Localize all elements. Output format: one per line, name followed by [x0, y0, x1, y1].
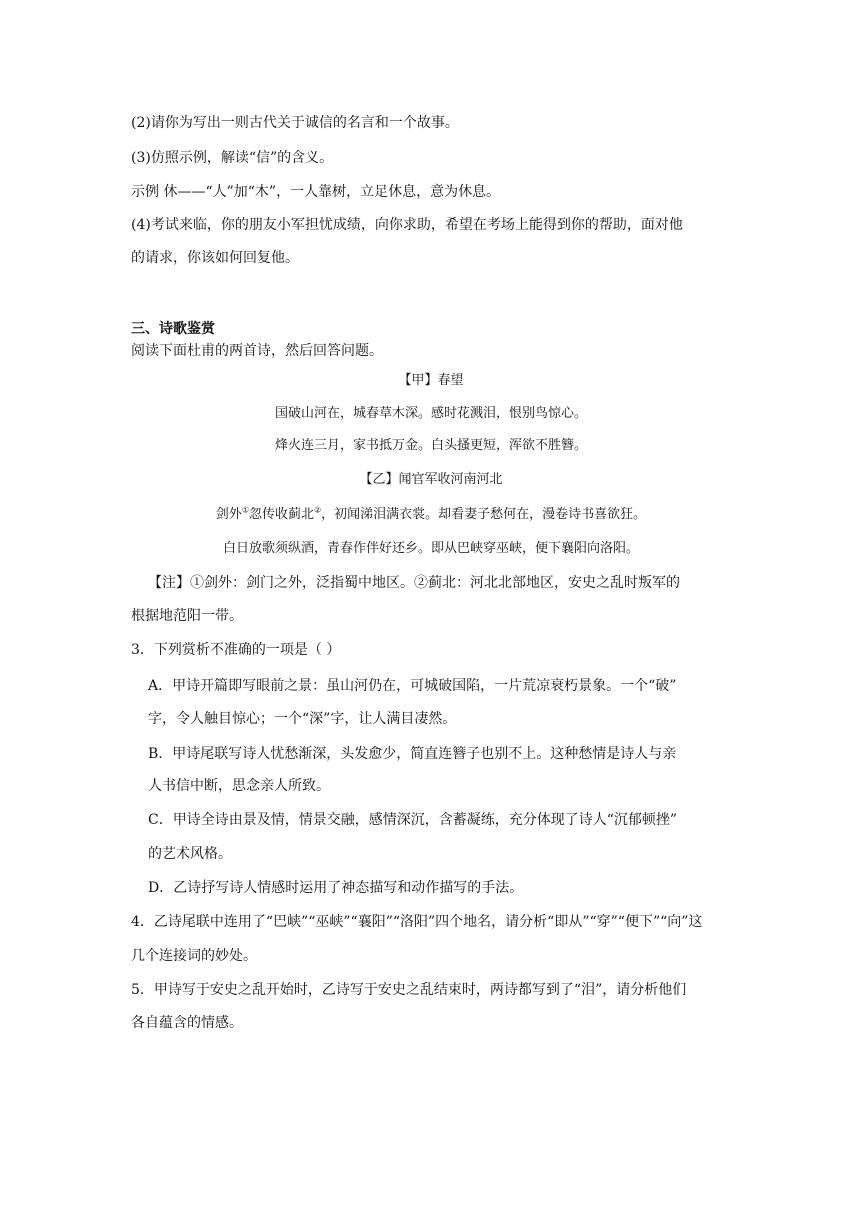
- poem-a-line2: 烽火连三月，家书抵万金。白头搔更短，浑欲不胜簪。: [274, 438, 587, 453]
- poem-a-title: 【甲】春望: [398, 373, 464, 388]
- question-1-3: (3)仿照示例，解读“信”的含义。: [131, 150, 334, 166]
- poem-b-line1-part-a: 剑外: [215, 507, 242, 522]
- question-1-4-line1: (4)考试来临，你的朋友小军担忧成绩，向你求助，希望在考场上能得到你的帮助，面对他: [131, 217, 683, 233]
- option-a-line1: A．甲诗开篇即写眼前之景：虽山河仍在，可城破国陷，一片荒凉衰朽景象。一个“破”: [148, 678, 677, 694]
- option-b-line1: B．甲诗尾联写诗人忧愁渐深，头发愈少，简直连簪子也别不上。这种愁情是诗人与亲: [148, 746, 677, 762]
- poem-b-title: 【乙】闻官军收河南河北: [359, 472, 503, 487]
- poem-b-line1-part-b: 忽传收蓟北: [248, 507, 314, 522]
- option-c-line1: C．甲诗全诗由景及情，情景交融，感情深沉，含蓄凝练，充分体现了诗人“沉郁顿挫”: [148, 812, 678, 828]
- question-5-line2: 各自蕴含的情感。: [131, 1015, 243, 1031]
- option-d-line1: D．乙诗抒写诗人情感时运用了神态描写和动作描写的手法。: [148, 880, 524, 896]
- question-4-line1: 4．乙诗尾联中连用了“巴峡”“巫峡”“襄阳”“洛阳”四个地名，请分析“即从”“穿”“便下”“向”这: [131, 914, 703, 930]
- question-1-2: (2)请你为写出一则古代关于诚信的名言和一个故事。: [131, 115, 459, 131]
- note-line1: 【注】①剑外：剑门之外，泛指蜀中地区。②蓟北：河北北部地区，安史之乱时叛军的: [148, 575, 680, 591]
- option-c-line2: 的艺术风格。: [148, 846, 232, 862]
- poem-b-line1: [131, 505, 731, 525]
- option-a-line2: 字，令人触目惊心；一个“深”字，让人满目凄然。: [148, 711, 457, 727]
- question-3-stem: 3．下列赏析不准确的一项是（ ）: [131, 642, 341, 658]
- poem-b-line1-part-c: ，初闻涕泪满衣裳。却看妻子愁何在，漫卷诗书喜欲狂。: [321, 507, 647, 522]
- question-4-line2: 几个连接词的妙处。: [131, 948, 257, 964]
- footnote-marker-2: ②: [314, 505, 322, 515]
- poem-b-line2: 白日放歌须纵酒，青春作伴好还乡。即从巴峡穿巫峡，便下襄阳向洛阳。: [222, 541, 639, 556]
- poem-a-line1: 国破山河在，城春草木深。感时花溅泪，恨别鸟惊心。: [274, 406, 587, 421]
- option-b-line2: 人书信中断，思念亲人所致。: [148, 778, 330, 794]
- section-title: 三、诗歌鉴赏: [131, 321, 215, 337]
- question-5-line1: 5．甲诗写于安史之乱开始时，乙诗写于安史之乱结束时，两诗都写到了“泪”，请分析他们: [131, 982, 687, 998]
- question-1-4-line2: 的请求，你该如何回复他。: [131, 250, 299, 266]
- footnote-marker-1: ①: [241, 505, 249, 515]
- note-line2: 根据地范阳一带。: [131, 608, 243, 624]
- section-intro: 阅读下面杜甫的两首诗，然后回答问题。: [131, 343, 383, 359]
- question-1-example: 示例 休——“人”加“木”，一人靠树，立足休息，意为休息。: [131, 184, 501, 200]
